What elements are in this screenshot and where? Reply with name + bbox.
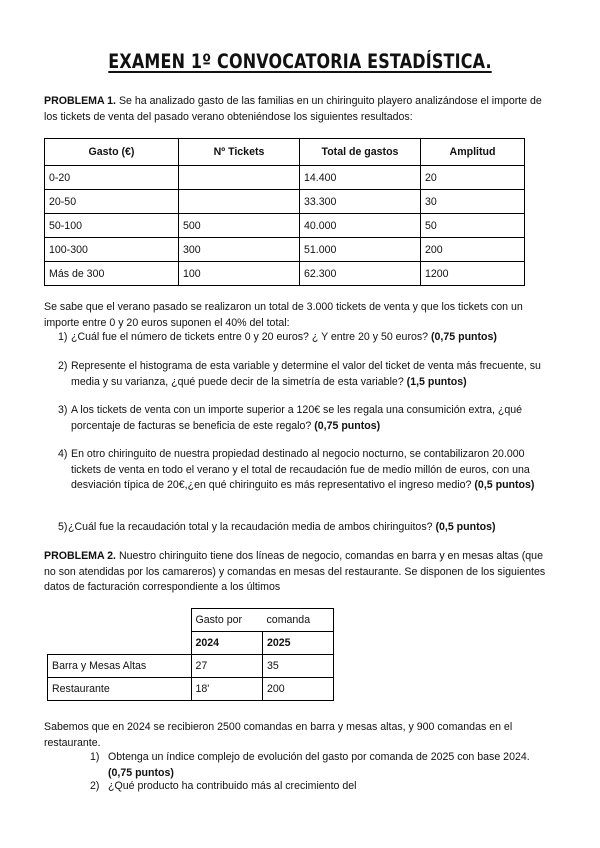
table-cell: 300	[179, 238, 300, 262]
problem1-label: PROBLEMA 1.	[44, 95, 117, 107]
question-number: 2)	[58, 360, 68, 372]
table-cell: Restaurante	[48, 678, 192, 701]
question-text: ¿Cuál fue el número de tickets entre 0 y 20 euros? ¿ Y entre 20 y 50 euros?	[71, 331, 429, 343]
table-cell: 35	[263, 655, 334, 678]
table-cell: 33.300	[300, 190, 421, 214]
table-cell: 200	[263, 678, 334, 701]
table-row	[45, 190, 525, 214]
question-points: (0,75 puntos)	[108, 766, 174, 779]
problem1-intro-text: Se ha analizado gasto de las familias en un chiringuito playero analizándose el importe de los tickets de venta del pasado verano obteniéndose los siguientes resultados:	[44, 95, 542, 123]
table-cell: 1200	[421, 262, 525, 286]
question-text: Represente el histograma de esta variable y determine el valor del ticket de venta más frecuente, su media y su varianza, ¿qué puede decir de la simetría de esta variable?	[71, 360, 541, 388]
question-text: A los tickets de venta con un importe superior a 120€ se les regala una consumición extra, ¿qué porcentaje de facturas se beneficia de este regalo?	[71, 404, 523, 432]
table-cell: Más de 300	[45, 262, 179, 286]
table-row	[48, 655, 334, 678]
table-cell: 100-300	[45, 238, 179, 262]
problem2-context: Sabemos que en 2024 se recibieron 2500 comandas en barra y mesas altas, y 900 comandas en el restaurante.	[44, 721, 513, 749]
question-points: (0,75 puntos)	[431, 331, 497, 343]
col-header-gasto: Gasto (€)	[45, 139, 179, 166]
table-row	[45, 166, 525, 190]
table-cell: Barra y Mesas Altas	[48, 655, 192, 678]
table-cell	[179, 190, 300, 214]
problem2-label: PROBLEMA 2.	[44, 550, 117, 562]
question-points: (1,5 puntos)	[406, 375, 467, 388]
table-year-row	[48, 632, 334, 655]
year-2024: 2024	[191, 632, 263, 655]
question-text: ¿Qué producto ha contribuido más al crecimiento del	[108, 780, 357, 792]
table-cell: 62.300	[300, 262, 421, 286]
question-number: 1)	[58, 331, 68, 343]
table-cell: 51.000	[300, 238, 421, 262]
question-points: (0,75 puntos)	[314, 419, 381, 432]
problem1-context: Se sabe que el verano pasado se realizaron un total de 3.000 tickets de venta y que los tickets con un importe entre 0 y 20 euros suponen el 40% del total:	[44, 301, 523, 329]
question-number: 2)	[90, 780, 100, 792]
table-cell: 18'	[191, 678, 263, 701]
table-cell: 200	[421, 238, 525, 262]
table-header-row	[48, 609, 334, 632]
table-cell: 20	[421, 166, 525, 190]
table-cell: 14.400	[300, 166, 421, 190]
question-number: 3)	[58, 404, 68, 416]
problem1-intro	[44, 94, 557, 125]
exam-title: EXAMEN 1º CONVOCATORIA ESTADÍSTICA.	[108, 50, 492, 73]
table-cell: 50	[421, 214, 525, 238]
table-cell: 40.000	[300, 214, 421, 238]
tickets-table	[44, 138, 525, 286]
question-text: ¿Cuál fue la recaudación total y la recaudación media de ambos chiringuitos?	[68, 521, 433, 533]
table-cell: 27	[191, 655, 263, 678]
question-points: (0,5 puntos)	[474, 479, 535, 491]
table-row	[45, 262, 525, 286]
table-cell: 20-50	[45, 190, 179, 214]
table-cell	[179, 166, 300, 190]
question-text: Obtenga un índice complejo de evolución del gasto por comanda de 2025 con base 2024.	[108, 751, 530, 763]
question-points: (0,5 puntos)	[435, 521, 496, 533]
header-gasto-por: Gasto por	[191, 609, 263, 632]
table-cell: 30	[421, 190, 525, 214]
col-header-amplitud: Amplitud	[421, 139, 525, 166]
col-header-total: Total de gastos	[300, 139, 421, 166]
table-header-row	[45, 139, 525, 166]
problem2-intro-text: Nuestro chiringuito tiene dos líneas de negocio, comandas en barra y en mesas altas (que no son atendidas por los camareros) y comandas en mesas del restaurante. Se disponen de los siguientes datos de facturación correspondiente a los últimos	[44, 550, 546, 593]
billing-table	[47, 608, 334, 701]
question-number: 4)	[58, 448, 68, 460]
col-header-tickets: Nº Tickets	[179, 139, 300, 166]
table-cell: 100	[179, 262, 300, 286]
question-number: 5)	[58, 521, 68, 533]
table-row	[48, 678, 334, 701]
header-comanda: comanda	[263, 609, 334, 632]
table-cell: 500	[179, 214, 300, 238]
table-cell: 0-20	[45, 166, 179, 190]
question-number: 1)	[90, 751, 100, 763]
problem2-intro	[44, 549, 557, 596]
table-row	[45, 238, 525, 262]
question-text: En otro chiringuito de nuestra propiedad destinado al negocio nocturno, se contabilizaron 20.000 tickets de venta en todo el verano y el total de recaudación fue de medio millón de euros, con una desviación típica de 20€,¿en qué chiringuito es más representativo el ingreso medio?	[71, 448, 530, 491]
table-row	[45, 214, 525, 238]
table-cell: 50-100	[45, 214, 179, 238]
year-2025: 2025	[263, 632, 334, 655]
